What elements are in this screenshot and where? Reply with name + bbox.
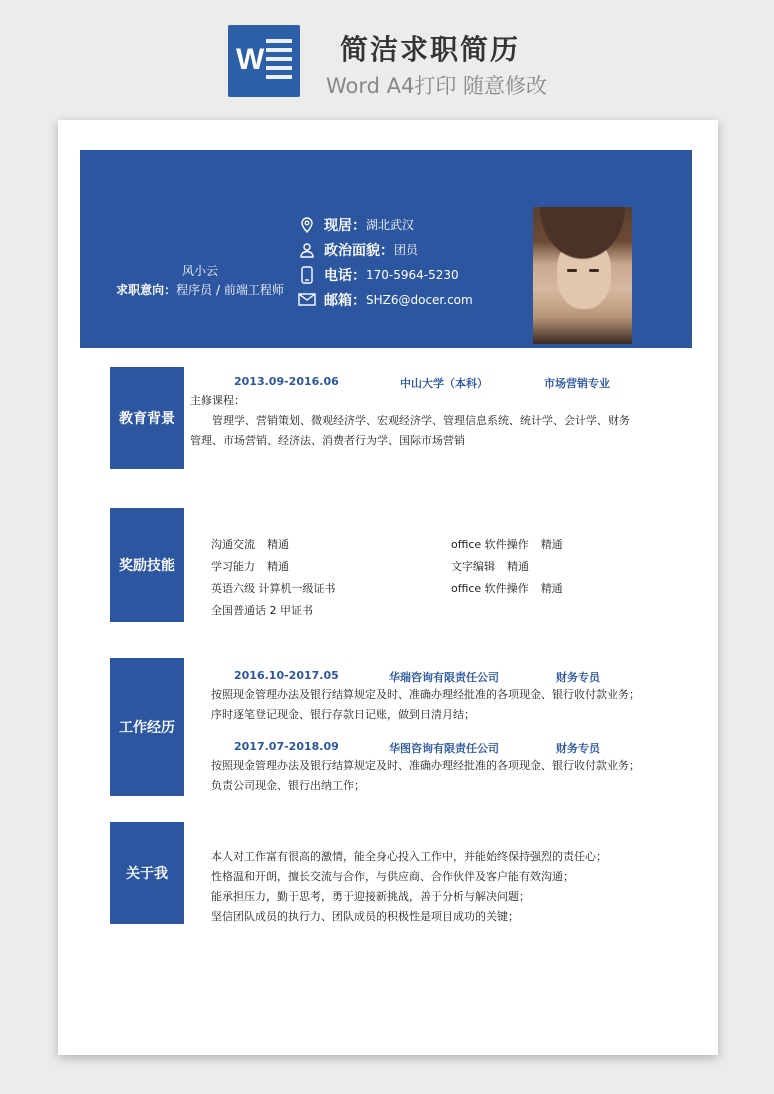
objective-value: 程序员 / 前端工程师 [176, 283, 284, 297]
about-line: 性格温和开朗，擅长交流与合作，与供应商、合作伙伴及客户能有效沟通； [211, 870, 574, 883]
mail-icon [296, 293, 318, 306]
page-subtitle: Word A4打印 随意修改 [326, 74, 548, 98]
objective-line [80, 281, 320, 300]
skill-level: 精通 [267, 560, 289, 573]
contact-value: SHZ6@docer.com [366, 292, 473, 307]
courses-line: 管理学、营销策划、微观经济学、宏观经济学、管理信息系统、统计学、会计学、财务 [212, 414, 630, 427]
location-icon [296, 217, 318, 233]
skill-item [211, 580, 336, 596]
about-line: 能承担压力，勤于思考，勇于迎接新挑战，善于分析与解决问题； [211, 890, 530, 903]
page-title: 简洁求职简历 [340, 33, 521, 66]
top-header [0, 0, 774, 110]
skill-name: office 软件操作 [451, 538, 529, 551]
word-logo-icon [228, 25, 300, 97]
job-description-line: 按照现金管理办法及银行结算规定及时、准确办理经批准的各项现金、银行收付款业务； [211, 688, 640, 701]
skill-item [211, 558, 289, 574]
resume-page [58, 120, 718, 1055]
education-period: 2013.09-2016.06 [234, 375, 339, 388]
job-description-line: 负责公司现金、银行出纳工作； [211, 779, 365, 792]
education-major: 市场营销专业 [544, 377, 610, 390]
skill-level: 精通 [507, 560, 529, 573]
contact-row-location [296, 212, 473, 237]
skill-item [451, 536, 563, 552]
job-company: 华瑞咨询有限责任公司 [389, 671, 499, 684]
section-label-skills: 奖励技能 [110, 508, 184, 622]
contact-value: 湖北武汉 [366, 218, 415, 232]
contact-value: 团员 [394, 243, 419, 257]
skill-level: 精通 [540, 582, 563, 595]
skill-item [451, 580, 563, 596]
phone-icon [296, 266, 318, 284]
skill-item [451, 558, 529, 574]
contact-label: 邮箱： [324, 292, 366, 309]
skill-name: 英语六级 计算机一级证书 [211, 582, 336, 595]
objective-label: 求职意向： [116, 283, 177, 297]
profile-banner [80, 150, 692, 348]
name-block [80, 262, 320, 300]
contact-list [296, 212, 473, 312]
job-period: 2017.07-2018.09 [234, 740, 339, 753]
section-label-education: 教育背景 [110, 367, 184, 469]
word-logo-lines [266, 39, 292, 84]
about-line: 本人对工作富有很高的激情，能全身心投入工作中，并能始终保持强烈的责任心； [211, 850, 607, 863]
contact-label: 政治面貌： [324, 242, 394, 259]
contact-label: 电话： [324, 267, 366, 284]
job-period: 2016.10-2017.05 [234, 669, 339, 682]
section-label-about: 关于我 [110, 822, 184, 924]
profile-photo [533, 207, 632, 344]
skill-level: 精通 [267, 538, 289, 551]
skill-name: office 软件操作 [451, 582, 529, 595]
skill-name: 沟通交流 [211, 538, 255, 551]
section-label-work: 工作经历 [110, 658, 184, 796]
skill-name: 文字编辑 [451, 560, 495, 573]
contact-row-political [296, 237, 473, 262]
job-title: 财务专员 [556, 742, 600, 755]
candidate-name: 风小云 [181, 264, 218, 278]
education-school: 中山大学（本科） [400, 377, 488, 390]
job-description-line: 序时逐笔登记现金、银行存款日记账，做到日清月结； [211, 708, 475, 721]
word-logo-letter: W [236, 43, 265, 76]
job-company: 华图咨询有限责任公司 [389, 742, 499, 755]
job-title: 财务专员 [556, 671, 600, 684]
skill-item [211, 536, 289, 552]
courses-title: 主修课程： [190, 394, 245, 407]
skill-name: 全国普通话 2 甲证书 [211, 604, 313, 617]
skill-level: 精通 [540, 538, 563, 551]
skill-item [211, 602, 313, 618]
contact-value: 170-5964-5230 [366, 267, 459, 282]
about-line: 坚信团队成员的执行力、团队成员的积极性是项目成功的关键； [211, 910, 519, 923]
job-description-line: 按照现金管理办法及银行结算规定及时、准确办理经批准的各项现金、银行收付款业务； [211, 759, 640, 772]
contact-row-phone [296, 262, 473, 287]
person-icon [296, 242, 318, 258]
contact-label: 现居： [324, 217, 366, 234]
contact-row-email [296, 287, 473, 312]
skill-name: 学习能力 [211, 560, 255, 573]
courses-line: 管理、市场营销、经济法、消费者行为学、国际市场营销 [190, 434, 465, 447]
